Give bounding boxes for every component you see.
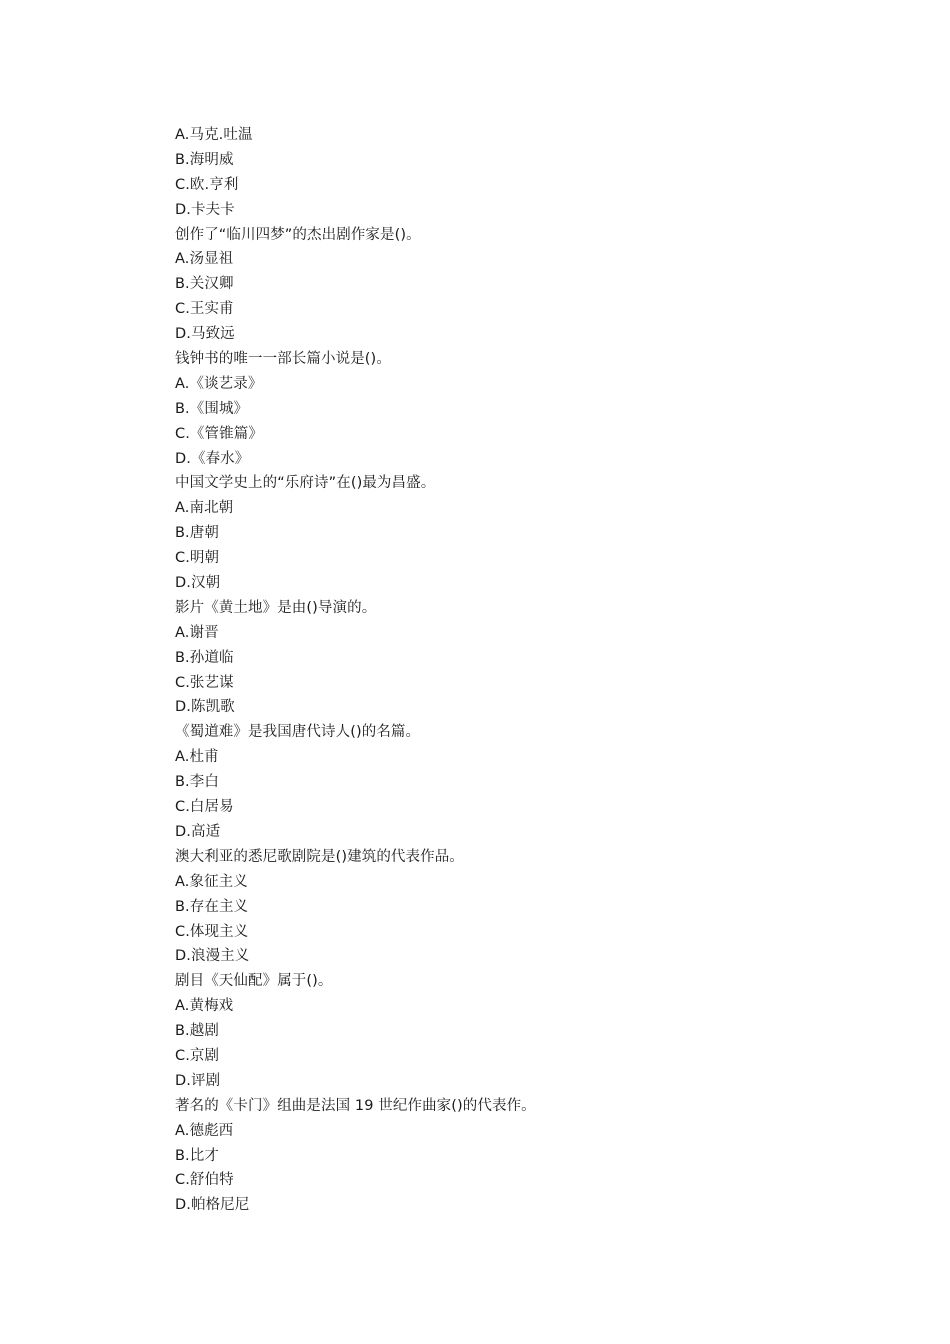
option-line: A.谢晋 <box>175 624 219 641</box>
option-line: A.杜甫 <box>175 749 219 766</box>
option-line: A.黄梅戏 <box>175 998 234 1015</box>
option-line: A.《谈艺录》 <box>175 375 263 392</box>
option-line: C.明朝 <box>175 550 220 567</box>
option-line: D.卡夫卡 <box>175 201 235 218</box>
question-line: 著名的《卡门》组曲是法国 19 世纪作曲家()的代表作。 <box>175 1097 536 1114</box>
option-line: D.马致远 <box>175 326 235 343</box>
option-line: B.关汉卿 <box>175 276 234 293</box>
question-line: 钱钟书的唯一一部长篇小说是()。 <box>175 351 391 368</box>
option-line: C.《管锥篇》 <box>175 425 263 442</box>
option-line: D.帕格尼尼 <box>175 1197 250 1214</box>
option-line: C.舒伯特 <box>175 1172 234 1189</box>
option-line: C.王实甫 <box>175 301 234 318</box>
option-line: D.评剧 <box>175 1072 221 1089</box>
option-line: D.高适 <box>175 823 221 840</box>
question-line: 剧目《天仙配》属于()。 <box>175 973 333 990</box>
question-line: 影片《黄土地》是由()导演的。 <box>175 599 377 616</box>
option-line: B.存在主义 <box>175 898 249 915</box>
option-line: B.唐朝 <box>175 525 219 542</box>
option-line: C.京剧 <box>175 1047 220 1064</box>
option-line: A.南北朝 <box>175 500 234 517</box>
question-line: 澳大利亚的悉尼歌剧院是()建筑的代表作品。 <box>175 848 464 865</box>
quiz-content <box>175 123 875 1218</box>
question-line: 《蜀道难》是我国唐代诗人()的名篇。 <box>175 724 421 741</box>
option-line: A.汤显祖 <box>175 251 234 268</box>
question-line: 创作了“临川四梦”的杰出剧作家是()。 <box>175 226 421 243</box>
option-line: D.浪漫主义 <box>175 948 250 965</box>
option-line: C.白居易 <box>175 799 234 816</box>
question-line: 中国文学史上的“乐府诗”在()最为昌盛。 <box>175 475 436 492</box>
option-line: B.海明威 <box>175 151 234 168</box>
option-line: C.体现主义 <box>175 923 249 940</box>
option-line: D.汉朝 <box>175 575 221 592</box>
option-line: D.《春水》 <box>175 450 250 467</box>
option-line: A.马克.吐温 <box>175 127 253 143</box>
option-line: D.陈凯歌 <box>175 699 235 716</box>
option-line: C.张艺谋 <box>175 674 234 691</box>
option-line: A.德彪西 <box>175 1122 234 1139</box>
option-line: B.越剧 <box>175 1023 219 1040</box>
option-line: B.《围城》 <box>175 400 249 417</box>
option-line: B.比才 <box>175 1147 219 1164</box>
option-line: B.孙道临 <box>175 649 234 666</box>
option-line: A.象征主义 <box>175 873 248 890</box>
option-line: C.欧.亨利 <box>175 176 239 193</box>
option-line: B.李白 <box>175 774 219 791</box>
